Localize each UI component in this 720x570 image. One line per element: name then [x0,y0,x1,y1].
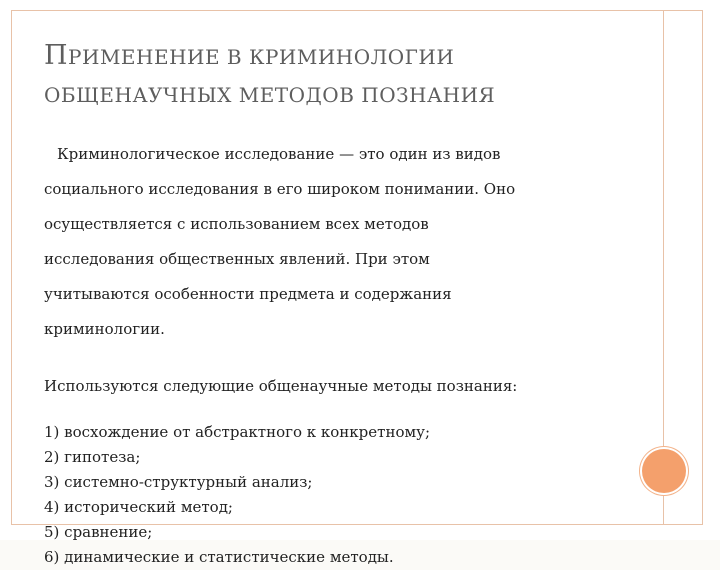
methods-intro: Используются следующие общенаучные методы познания: [44,376,518,395]
method-item: 1) восхождение от абстрактного к конкретному; [44,422,431,441]
paragraph-line: Криминологическое исследование — это один из видов [57,144,501,163]
title-line-1 [44,36,644,77]
paragraph-line: социального исследования в его широком понимании. Оно [44,179,516,198]
title-first-letter: П [44,40,69,71]
method-item: 3) системно-структурный анализ; [44,472,313,491]
title-line-1-rest: РИМЕНЕНИЕ В КРИМИНОЛОГИИ [68,45,455,69]
intro-paragraph [44,128,624,356]
paragraph-line: криминологии. [44,319,165,338]
paragraph-line: осуществляется с использованием всех методов [44,214,429,233]
paragraph-line: исследования общественных явлений. При этом [44,249,430,268]
slide-divider-line [663,10,664,525]
slide-title [44,36,644,113]
accent-circle-decoration [642,449,686,493]
paragraph-line: учитываются особенности предмета и содержания [44,284,452,303]
method-item: 6) динамические и статистические методы. [44,547,394,566]
method-item: 5) сравнение; [44,522,153,541]
methods-list [44,420,624,570]
title-line-2: ОБЩЕНАУЧНЫХ МЕТОДОВ ПОЗНАНИЯ [44,83,496,107]
slide-content [44,128,624,570]
method-item: 4) исторический метод; [44,497,233,516]
method-item: 2) гипотеза; [44,447,141,466]
